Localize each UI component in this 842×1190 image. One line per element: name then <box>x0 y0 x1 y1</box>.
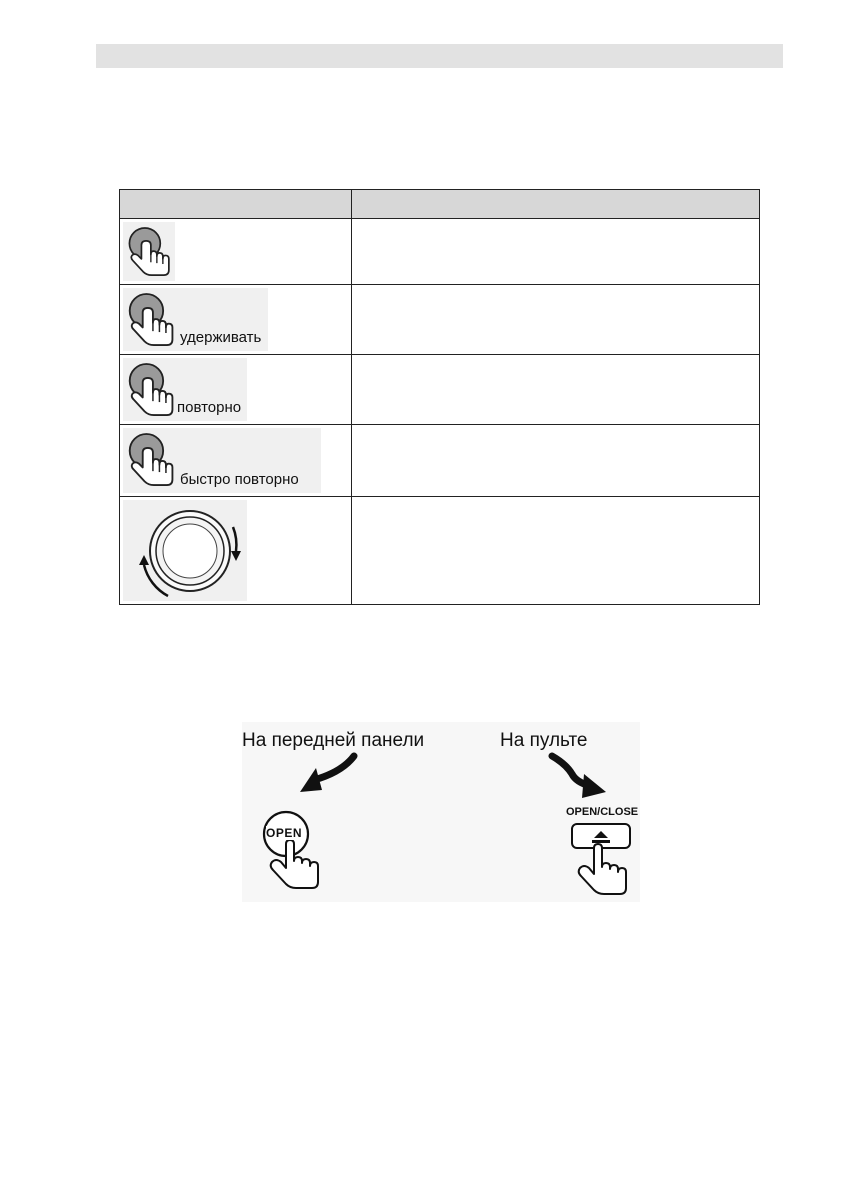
table-row <box>120 219 760 285</box>
icon-cell <box>120 497 352 605</box>
curved-arrow-icon <box>546 752 626 802</box>
remote-caption: На пульте <box>500 730 588 751</box>
icon-cell <box>120 425 352 497</box>
open-label: OPEN <box>266 826 303 840</box>
hold-label: удерживать <box>180 329 262 346</box>
repeat-label: повторно <box>177 399 242 416</box>
table-row <box>120 355 760 425</box>
table-row <box>120 285 760 355</box>
icon-cell <box>120 219 352 285</box>
tap-hold-button-icon <box>126 290 178 355</box>
header-cell-description <box>352 190 760 219</box>
open-button[interactable] <box>260 810 324 905</box>
controls-legend-table <box>119 189 760 605</box>
tap-fast-repeat-button-icon <box>126 430 178 495</box>
open-close-label: OPEN/CLOSE <box>566 806 639 818</box>
description-cell <box>352 497 760 605</box>
description-cell <box>352 219 760 285</box>
fast-repeat-label: быстро повторно <box>180 471 299 488</box>
tap-button-icon <box>126 224 174 285</box>
front-panel-caption: На передней панели <box>242 730 425 751</box>
icon-cell <box>120 355 352 425</box>
description-cell <box>352 425 760 497</box>
table-row <box>120 425 760 497</box>
table-row <box>120 497 760 605</box>
curved-arrow-icon <box>282 752 362 802</box>
tap-repeat-button-icon <box>126 360 178 425</box>
header-cell-action <box>120 190 352 219</box>
table-header-row <box>120 190 760 219</box>
description-cell <box>352 355 760 425</box>
open-button-diagram <box>242 722 640 902</box>
rotary-knob-icon <box>126 501 256 606</box>
icon-cell <box>120 285 352 355</box>
header-bar <box>96 44 783 68</box>
description-cell <box>352 285 760 355</box>
